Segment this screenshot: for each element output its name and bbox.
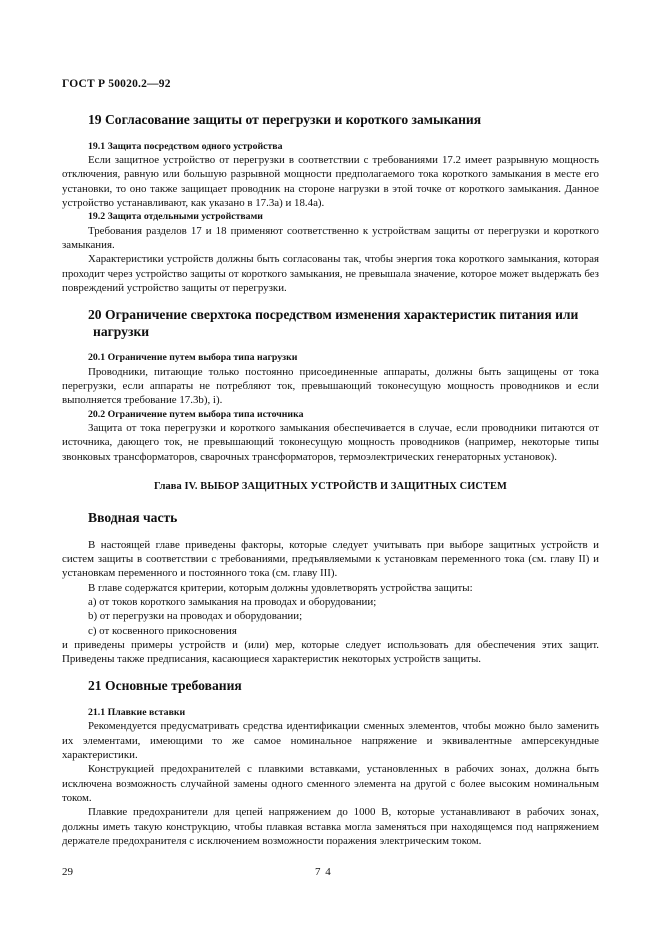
section-20-title-line-1: 20 Ограничение сверхтока посредством изменения характеристик питания или — [88, 307, 579, 323]
section-20-title-line-2: нагрузки — [93, 323, 150, 339]
section-21-1-text-1: Рекомендуется предусматривать средства идентификации сменных элементов, чтобы можно было заменить их элементами, имеющими то же самое номинальное напряжение и эквивалентные амперсекундные характеристики. — [62, 720, 599, 762]
section-19-title: 19 Согласование защиты от перегрузки и короткого замыкания — [88, 112, 482, 127]
intro-item-a: a) от токов короткого замыкания на проводах и оборудовании; — [88, 595, 377, 608]
intro-text-2: В главе содержатся критерии, которым должны удовлетворять устройства защиты: — [88, 581, 473, 594]
sheet-number: 7 4 — [315, 866, 332, 878]
section-21-1-text-2: Конструкцией предохранителей с плавкими вставками, установленных в рабочих зонах, должна быть исключена возможность случайной замены одного сменного элемента на другой с более высоким номинальным током. — [62, 763, 599, 804]
section-21-1-title: 21.1 Плавкие вставки — [88, 706, 186, 718]
section-19-2-text-1: Требования разделов 17 и 18 применяют соответственно к устройствам защиты от перегрузки и короткого замыкания. — [62, 224, 599, 251]
section-20-2-text: Защита от тока перегрузки и короткого замыкания обеспечивается в случае, если проводники питаются от источника, дающего ток, не превышающий токонесущую мощность проводников (например, некоторые типы звонковых трансформаторов, сварочных трансформаторов, термоэлектрических генераторных установок). — [62, 422, 599, 463]
intro-text-1: В настоящей главе приведены факторы, которые следует учитывать при выборе защитных устройств и систем защиты в соответствии с требованиями, предъявляемыми к установкам переменного тока (см. главу II) и установкам переменного и постоянного тока (см. главу III). — [62, 538, 599, 580]
section-19-2-text-2: Характеристики устройств должны быть согласованы так, чтобы энергия тока короткого замыкания, которая проходит через устройство защиты от короткого замыкания, не превышала значение, которое может выдержать без повреждений устройство защиты от перегрузки. — [62, 253, 599, 294]
section-20-2-title: 20.2 Ограничение путем выбора типа источника — [88, 408, 304, 420]
section-21-title: 21 Основные требования — [88, 678, 242, 694]
section-20-1-text: Проводники, питающие только постоянно присоединенные аппараты, должны быть защищены от тока перегрузки, если аппараты не потребляют ток, превышающий токонесущую мощность проводников и если выполняется требование 17.3b), i). — [62, 365, 599, 407]
intro-item-b: b) от перегрузки на проводах и оборудовании; — [88, 610, 303, 623]
section-19-2-title: 19.2 Защита отдельными устройствами — [88, 211, 263, 223]
intro-text-3: и приведены примеры устройств и (или) мер, которые следует использовать для обеспечения этих защит. Приведены также предписания, касающиеся характеристик некоторых устройств защиты. — [62, 638, 599, 666]
document-code-header: ГОСТ Р 50020.2—92 — [62, 78, 171, 90]
intro-item-c: c) от косвенного прикосновения — [88, 624, 237, 637]
page-number: 29 — [62, 866, 73, 878]
chapter-title: Глава IV. ВЫБОР ЗАЩИТНЫХ УСТРОЙСТВ И ЗАЩИТНЫХ СИСТЕМ — [154, 480, 507, 492]
intro-title: Вводная часть — [88, 510, 178, 526]
section-19-1-title: 19.1 Защита посредством одного устройства — [88, 140, 283, 152]
section-20-1-title: 20.1 Ограничение путем выбора типа нагрузки — [88, 352, 298, 364]
page-content — [62, 112, 599, 848]
section-21-1-text-3: Плавкие предохранители для цепей напряжением до 1000 В, которые устанавливают в рабочих зонах, должны иметь такую конструкцию, чтобы плавкая вставка могла заменяться при находящемся под напряжением держателе предохранителя с исключением возможности поражения электрическим током. — [62, 806, 599, 847]
section-19-1-text: Если защитное устройство от перегрузки в соответствии с требованиями 17.2 имеет разрывную мощность отключения, равную или большую разрывной мощности предполагаемого тока короткого замыкания в месте его установки, то оно также защищает проводник на стороне нагрузки в этой точке от короткого замыкания. Данное устройство устанавливают, как указано в 17.3а) и 18.4а). — [62, 154, 599, 209]
section-20-title — [88, 307, 599, 340]
